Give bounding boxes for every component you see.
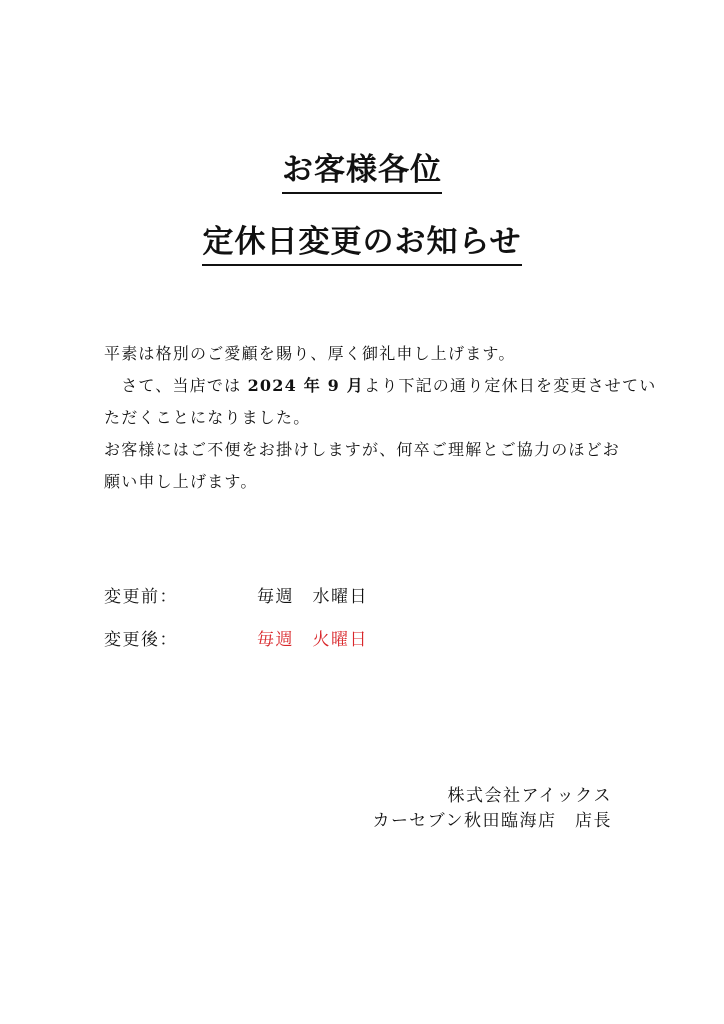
body-year-unit: 年	[296, 376, 328, 395]
notice-title-text: 定休日変更のお知らせ	[202, 222, 521, 266]
body-month: 9	[327, 376, 341, 395]
body-line-2	[104, 370, 657, 402]
body-line-2-pre: さて、当店では	[104, 376, 248, 395]
signature-store: カーセブン秋田臨海店 店長	[372, 811, 612, 831]
change-row-after	[104, 628, 504, 652]
body-line-5: 願い申し上げます。	[104, 472, 258, 491]
body-line-2-post: より下記の通り定休日を変更させてい	[364, 376, 657, 395]
signature-company: 株式会社アイックス	[447, 786, 612, 806]
after-label: 変更後：	[104, 630, 178, 650]
salutation-text: お客様各位	[282, 150, 442, 194]
body-line-1: 平素は格別のご愛顧を賜り、厚く御礼申し上げます。	[104, 344, 516, 363]
notice-title	[0, 222, 724, 266]
body-line-3: ただくことになりました。	[104, 408, 311, 427]
after-value: 毎週 火曜日	[257, 630, 368, 650]
change-row-before	[104, 585, 504, 609]
salutation-heading	[0, 150, 724, 194]
before-value: 毎週 水曜日	[257, 587, 368, 607]
before-label: 変更前：	[104, 587, 178, 607]
body-paragraph	[104, 338, 657, 498]
body-month-unit: 月	[340, 376, 364, 395]
body-line-4: お客様にはご不便をお掛けしますが、何卒ご理解とご協力のほどお	[104, 440, 621, 459]
body-year: 2024	[247, 376, 297, 395]
